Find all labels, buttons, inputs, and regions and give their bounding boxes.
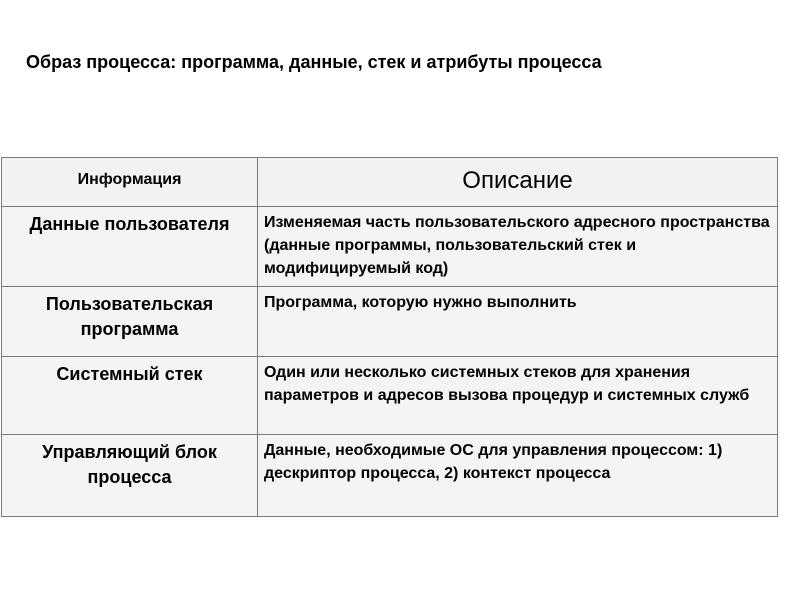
table-row	[2, 287, 778, 357]
row-description-cell	[258, 287, 778, 357]
row-description: Один или несколько системных стеков для хранения параметров и адресов вызова процедур и системных служб	[264, 364, 750, 404]
process-image-table	[1, 157, 778, 517]
header-description-cell	[258, 158, 778, 207]
page-title: Образ процесса: программа, данные, стек и атрибуты процесса	[26, 52, 602, 72]
row-name-cell	[2, 435, 258, 517]
table-row	[2, 207, 778, 287]
table-header-row	[2, 158, 778, 207]
row-name: Данные пользователя	[29, 214, 230, 234]
header-info-cell	[2, 158, 258, 207]
row-description-cell	[258, 357, 778, 435]
row-description: Данные, необходимые ОС для управления процессом: 1) дескриптор процесса, 2) контекст процесса	[264, 442, 723, 482]
row-name-cell	[2, 357, 258, 435]
row-name-cell	[2, 287, 258, 357]
row-description: Программа, которую нужно выполнить	[264, 294, 577, 311]
table-row	[2, 435, 778, 517]
row-description: Изменяемая часть пользовательского адресного пространства (данные программы, пользовательский стек и модифицируемый код)	[264, 214, 770, 277]
row-name: Системный стек	[56, 364, 203, 384]
row-description-cell	[258, 435, 778, 517]
header-description: Описание	[462, 167, 573, 194]
table-row	[2, 357, 778, 435]
row-name: Управляющий блок процесса	[42, 442, 217, 487]
row-name: Пользовательская программа	[45, 294, 214, 339]
row-name-cell	[2, 207, 258, 287]
header-info: Информация	[77, 171, 182, 188]
row-description-cell	[258, 207, 778, 287]
